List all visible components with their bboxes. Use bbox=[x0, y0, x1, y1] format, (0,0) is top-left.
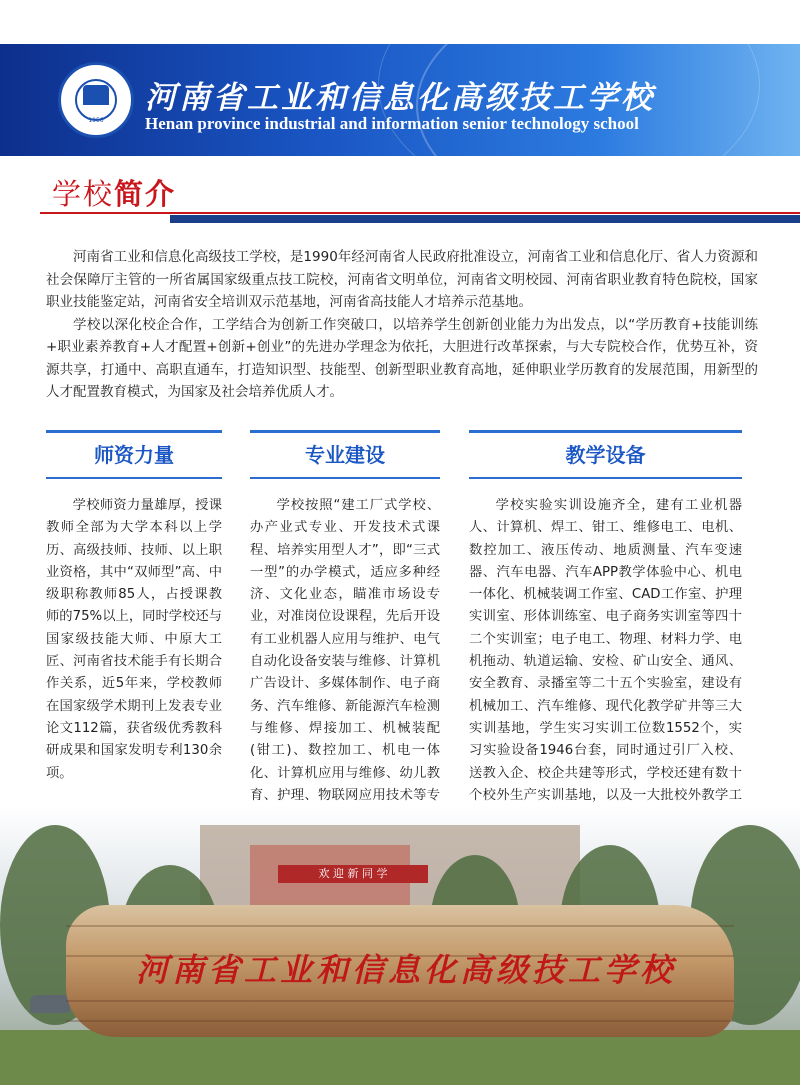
column-heading: 师资力量 bbox=[94, 443, 174, 467]
section-divider bbox=[40, 212, 800, 214]
intro-paragraph: 学校以深化校企合作，工学结合为创新工作突破口，以培养学生创新创业能力为出发点，以“学历教育+技能训练+职业素养教育+人才配置+创新+创业”的先进办学理念为依托，大胆进行改革探索，与大专院校合作，优势互补，资源共享，打通中、高职直通车，打造知识型、技能型、创新型职业教育高地，延伸职业学历教育的发展范围，用新型的人才配置教育模式，为国家及社会培养优质人才。 bbox=[46, 316, 758, 400]
column-text: 学校实验实训设施齐全，建有工业机器人、计算机、焊工、钳工、维修电工、电机、数控加工、液压传动、地质测量、汽车变速器、汽车电器、汽车APP教学体验中心、机电一体化、机械装调工作室、CAD工作室、护理实训室、形体训练室、电子商务实训室等四十二个实训室；电子电工、物理、材料力学、电机拖动、轨道运输、安检、矿山安全、通风、安全教育、录播室等二十五个实验室，建设有机械加工、汽车维修、现代化教学矿井等三大实训基地，学生实习实训工位数1552个，实习实验设备1946台套，同时通过引厂入校、送教入企、校企共建等形式，学校还建有数十个校外生产实训基地，以及一大批校外教学工 bbox=[469, 498, 742, 803]
section-title bbox=[52, 172, 176, 213]
stone-inscription: 河南省工业和信息化高级技工学校 bbox=[135, 951, 676, 989]
column-text: 学校师资力量雄厚，授课教师全部为大学本科以上学历、高级技师、技师、以上职业资格，其中“双师型”高、中级职称教师85人，占授课教师的75%以上，同时学校还与国家级技能大师、中原大工匠、河南省技术能手有长期合作关系，近5年来，学校教师在国家级学术期刊上发表专业论文112篇，获省级优秀教科研成果和国家发明专利130余项。 bbox=[46, 498, 222, 781]
column-heading: 专业建设 bbox=[305, 443, 385, 467]
section-title-part2: 简介 bbox=[114, 177, 177, 211]
column-faculty bbox=[46, 430, 222, 785]
logo-year: 1956 bbox=[88, 117, 104, 124]
column-majors bbox=[250, 430, 440, 829]
column-rule bbox=[469, 477, 742, 479]
column-rule bbox=[46, 477, 222, 479]
school-name-cn: 河南省工业和信息化高级技工学校 bbox=[145, 80, 655, 116]
column-heading: 教学设备 bbox=[565, 443, 646, 467]
section-title-part1: 学校 bbox=[52, 177, 115, 211]
grass bbox=[0, 1030, 800, 1085]
school-name-stone bbox=[66, 905, 734, 1037]
campus-photo bbox=[0, 805, 800, 1085]
section-divider-bar bbox=[170, 215, 800, 223]
welcome-banner: 欢 迎 新 同 学 bbox=[278, 865, 428, 883]
gear-icon bbox=[83, 85, 109, 105]
intro-paragraph: 河南省工业和信息化高级技工学校，是1990年经河南省人民政府批准设立，河南省工业和信息化厅、省人力资源和社会保障厅主管的一所省属国家级重点技工院校，河南省文明单位，河南省文明校园、河南省职业教育特色院校，国家职业技能鉴定站，河南省安全培训双示范基地，河南省高技能人才培养示范基地。 bbox=[46, 249, 758, 310]
column-text: 学校按照“建工厂式学校、办产业式专业、开发技术式课程、培养实用型人才”，即“三式一型”的办学模式，适应多种经济、文化业态，瞄准市场设专业，对准岗位设课程，先后开设有工业机器人应用与维护、电气自动化设备安装与维修、计算机广告设计、多媒体制作、电子商务、汽车维修、新能源汽车检测与维修、焊接加工、机械装配(钳工)、数控加工、机电一体化、计算机应用与维修、幼儿教育、护理、物联网应用技术等专 bbox=[250, 498, 440, 803]
school-logo bbox=[58, 62, 134, 138]
column-equipment bbox=[469, 430, 742, 829]
header-banner bbox=[0, 44, 800, 156]
parked-car bbox=[30, 995, 70, 1013]
column-rule bbox=[250, 477, 440, 479]
intro-text bbox=[46, 246, 758, 404]
stone-grain bbox=[66, 1000, 734, 1002]
school-name-en: Henan province industrial and information senior technology school bbox=[145, 114, 639, 133]
stone-grain bbox=[66, 925, 734, 927]
stone-grain bbox=[66, 1020, 734, 1022]
